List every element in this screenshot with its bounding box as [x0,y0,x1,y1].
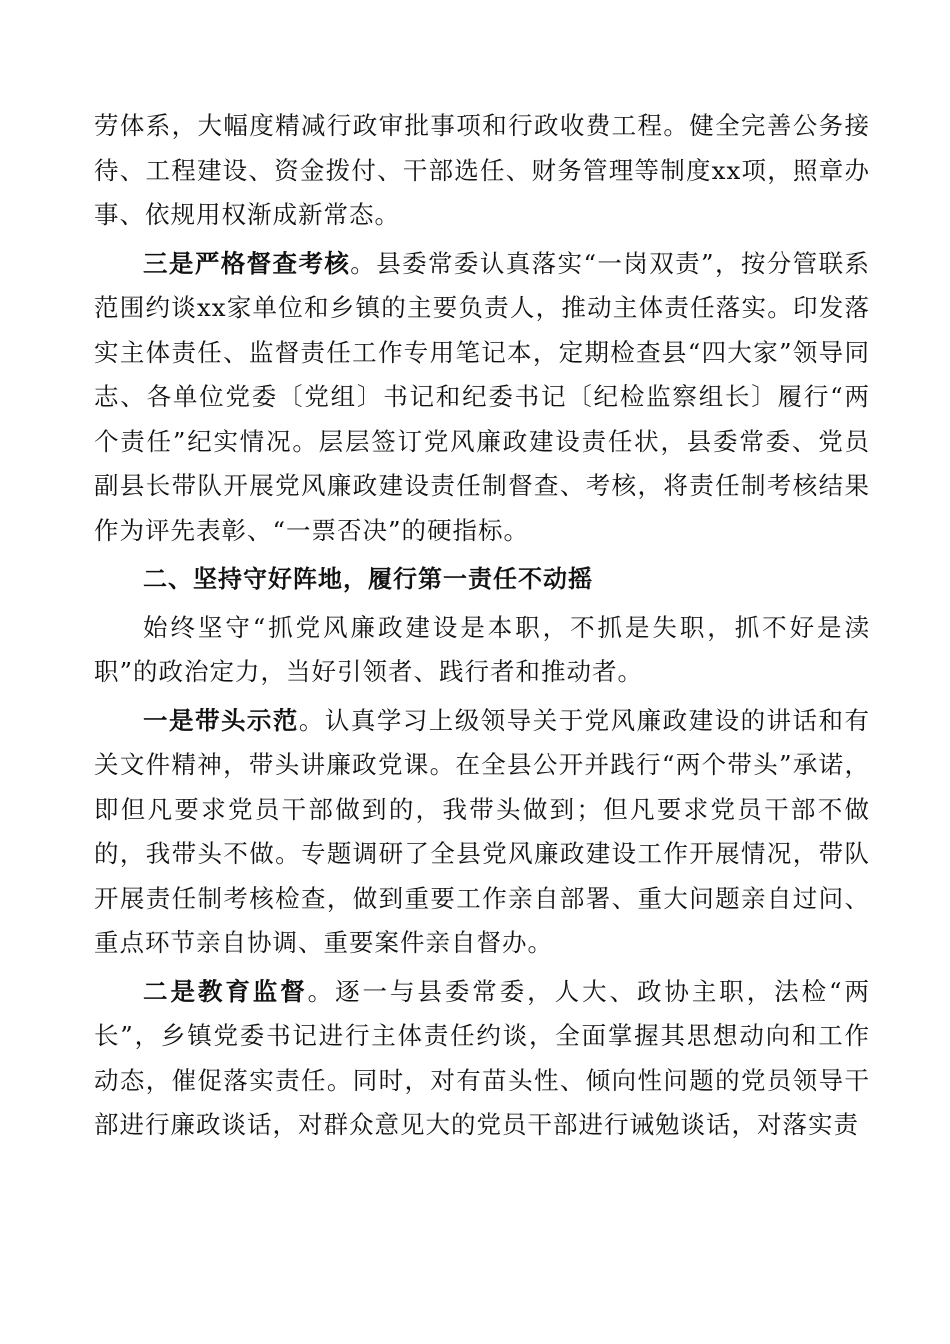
document-body [94,104,870,1148]
paragraph-lead: 三是严格督查考核 [143,248,351,278]
paragraph-text: 。认真学习上级领导关于党风廉政建设的讲话和有关文件精神，带头讲廉政党课。在全县公开并践行“两个带头”承诺，即但凡要求党员干部做到的，我带头做到；但凡要求党员干部不做的，我带头不做。专题调研了全县党风廉政建设工作开展情况，带队开展责任制考核检查，做到重要工作亲自部署、重大问题亲自过问、重点环节亲自协调、重要案件亲自督办。 [94,705,870,957]
paragraph-text: 。逐一与县委常委，人大、政协主职，法检“两长”，乡镇党委书记进行主体责任约谈，全面掌握其思想动向和工作动态，催促落实责任。同时，对有苗头性、倾向性问题的党员领导干部进行廉政谈话，对群众意见大的党员干部进行诫勉谈话，对落实责 [94,976,871,1139]
section-heading: 二、坚持守好阵地，履行第一责任不动摇 [143,565,593,593]
paragraph-strict-supervision [94,242,870,554]
paragraph-continued [94,104,870,238]
paragraph-text: 始终坚守“抓党风廉政建设是本职，不抓是失职，抓不好是渎职”的政治定力，当好引领者、践行者和推动者。 [94,612,870,686]
paragraph-text: 劳体系，大幅度精减行政审批事项和行政收费工程。健全完善公务接待、工程建设、资金拨付、干部选任、财务管理等制度xx项，照章办事、依规用权渐成新常态。 [94,111,870,229]
paragraph-lead-by-example [94,699,870,966]
paragraph-intro [94,606,870,695]
paragraph-text: 。县委常委认真落实“一岗双责”，按分管联系范围约谈xx家单位和乡镇的主要负责人，推动主体责任落实。印发落实主体责任、监督责任工作专用笔记本，定期检查县“四大家”领导同志、各单位党委〔党组〕书记和纪委书记〔纪检监察组长〕履行“两个责任”纪实情况。层层签订党风廉政建设责任状，县委常委、党员副县长带队开展党风廉政建设责任制督查、考核，将责任制考核结果作为评先表彰、“一票否决”的硬指标。 [94,248,870,545]
paragraph-education-supervision [94,970,870,1148]
paragraph-lead: 二是教育监督 [143,976,308,1006]
paragraph-lead: 一是带头示范 [143,705,299,735]
